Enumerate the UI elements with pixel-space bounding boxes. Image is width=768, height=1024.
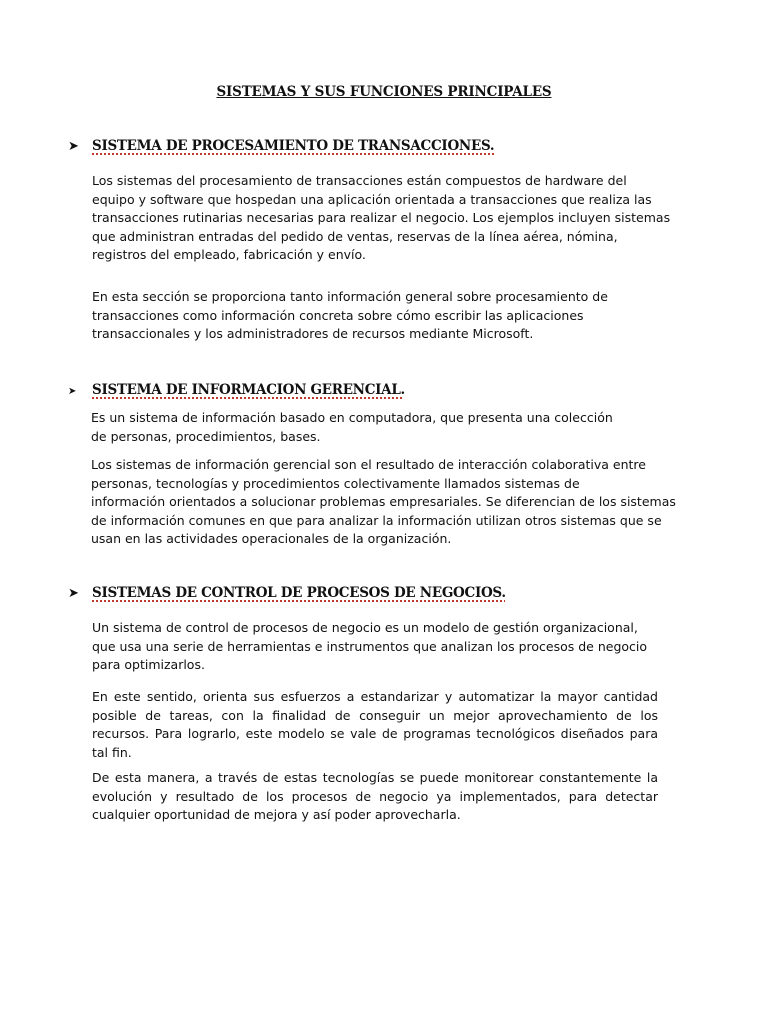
paragraph: De esta manera, a través de estas tecnologías se puede monitorear constantemente la evolución y resultado de los procesos de negocio ya implementados, para detectar cualquier oportunidad de mejora y así poder aprovecharla. xyxy=(92,770,658,823)
arrow-bullet-icon: ➤ xyxy=(68,586,79,601)
arrow-bullet-icon: ➤ xyxy=(68,386,77,397)
paragraph: Es un sistema de información basado en computadora, que presenta una colección de personas, procedimientos, bases. xyxy=(91,410,613,444)
section-heading-gerencial: ➤ SISTEMA DE INFORMACION GERENCIAL. xyxy=(68,382,405,398)
paragraph: Los sistemas del procesamiento de transacciones están compuestos de hardware del equipo y software que hospedan una aplicación orientada a transacciones que realiza las transacciones rutinarias necesarias para realizar el negocio. Los ejemplos incluyen sistemas que administran entradas del pedido de ventas, reservas de la línea aérea, nómina, registros del empleado, fabricación y envío. xyxy=(92,173,671,263)
paragraph: En esta sección se proporciona tanto información general sobre procesamiento de transacciones como información concreta sobre cómo escribir las aplicaciones transaccionales y los administradores de recursos mediante Microsoft. xyxy=(92,289,608,342)
arrow-bullet-icon: ➤ xyxy=(68,139,79,154)
section-heading-control-procesos: ➤ SISTEMAS DE CONTROL DE PROCESOS DE NEGOCIOS. xyxy=(68,585,506,601)
section-heading-transacciones: ➤ SISTEMA DE PROCESAMIENTO DE TRANSACCIONES. xyxy=(68,138,495,154)
page-title: SISTEMAS Y SUS FUNCIONES PRINCIPALES xyxy=(216,84,552,100)
paragraph: Los sistemas de información gerencial son el resultado de interacción colaborativa entre personas, tecnologías y procedimientos colectivamente llamados sistemas de información orientados a solucionar problemas empresariales. Se diferencian de los sistemas de información comunes en que para analizar la información utilizan otros sistemas que se usan en las actividades operacionales de la organización. xyxy=(91,457,676,547)
paragraph: Un sistema de control de procesos de negocio es un modelo de gestión organizacional, que usa una serie de herramientas e instrumentos que analizan los procesos de negocio para optimizarlos. xyxy=(92,620,648,673)
paragraph: En este sentido, orienta sus esfuerzos a estandarizar y automatizar la mayor cantidad posible de tareas, con la finalidad de conseguir un mejor aprovechamiento de los recursos. Para lograrlo, este modelo se vale de programas tecnológicos diseñados para tal fin. xyxy=(92,689,658,760)
